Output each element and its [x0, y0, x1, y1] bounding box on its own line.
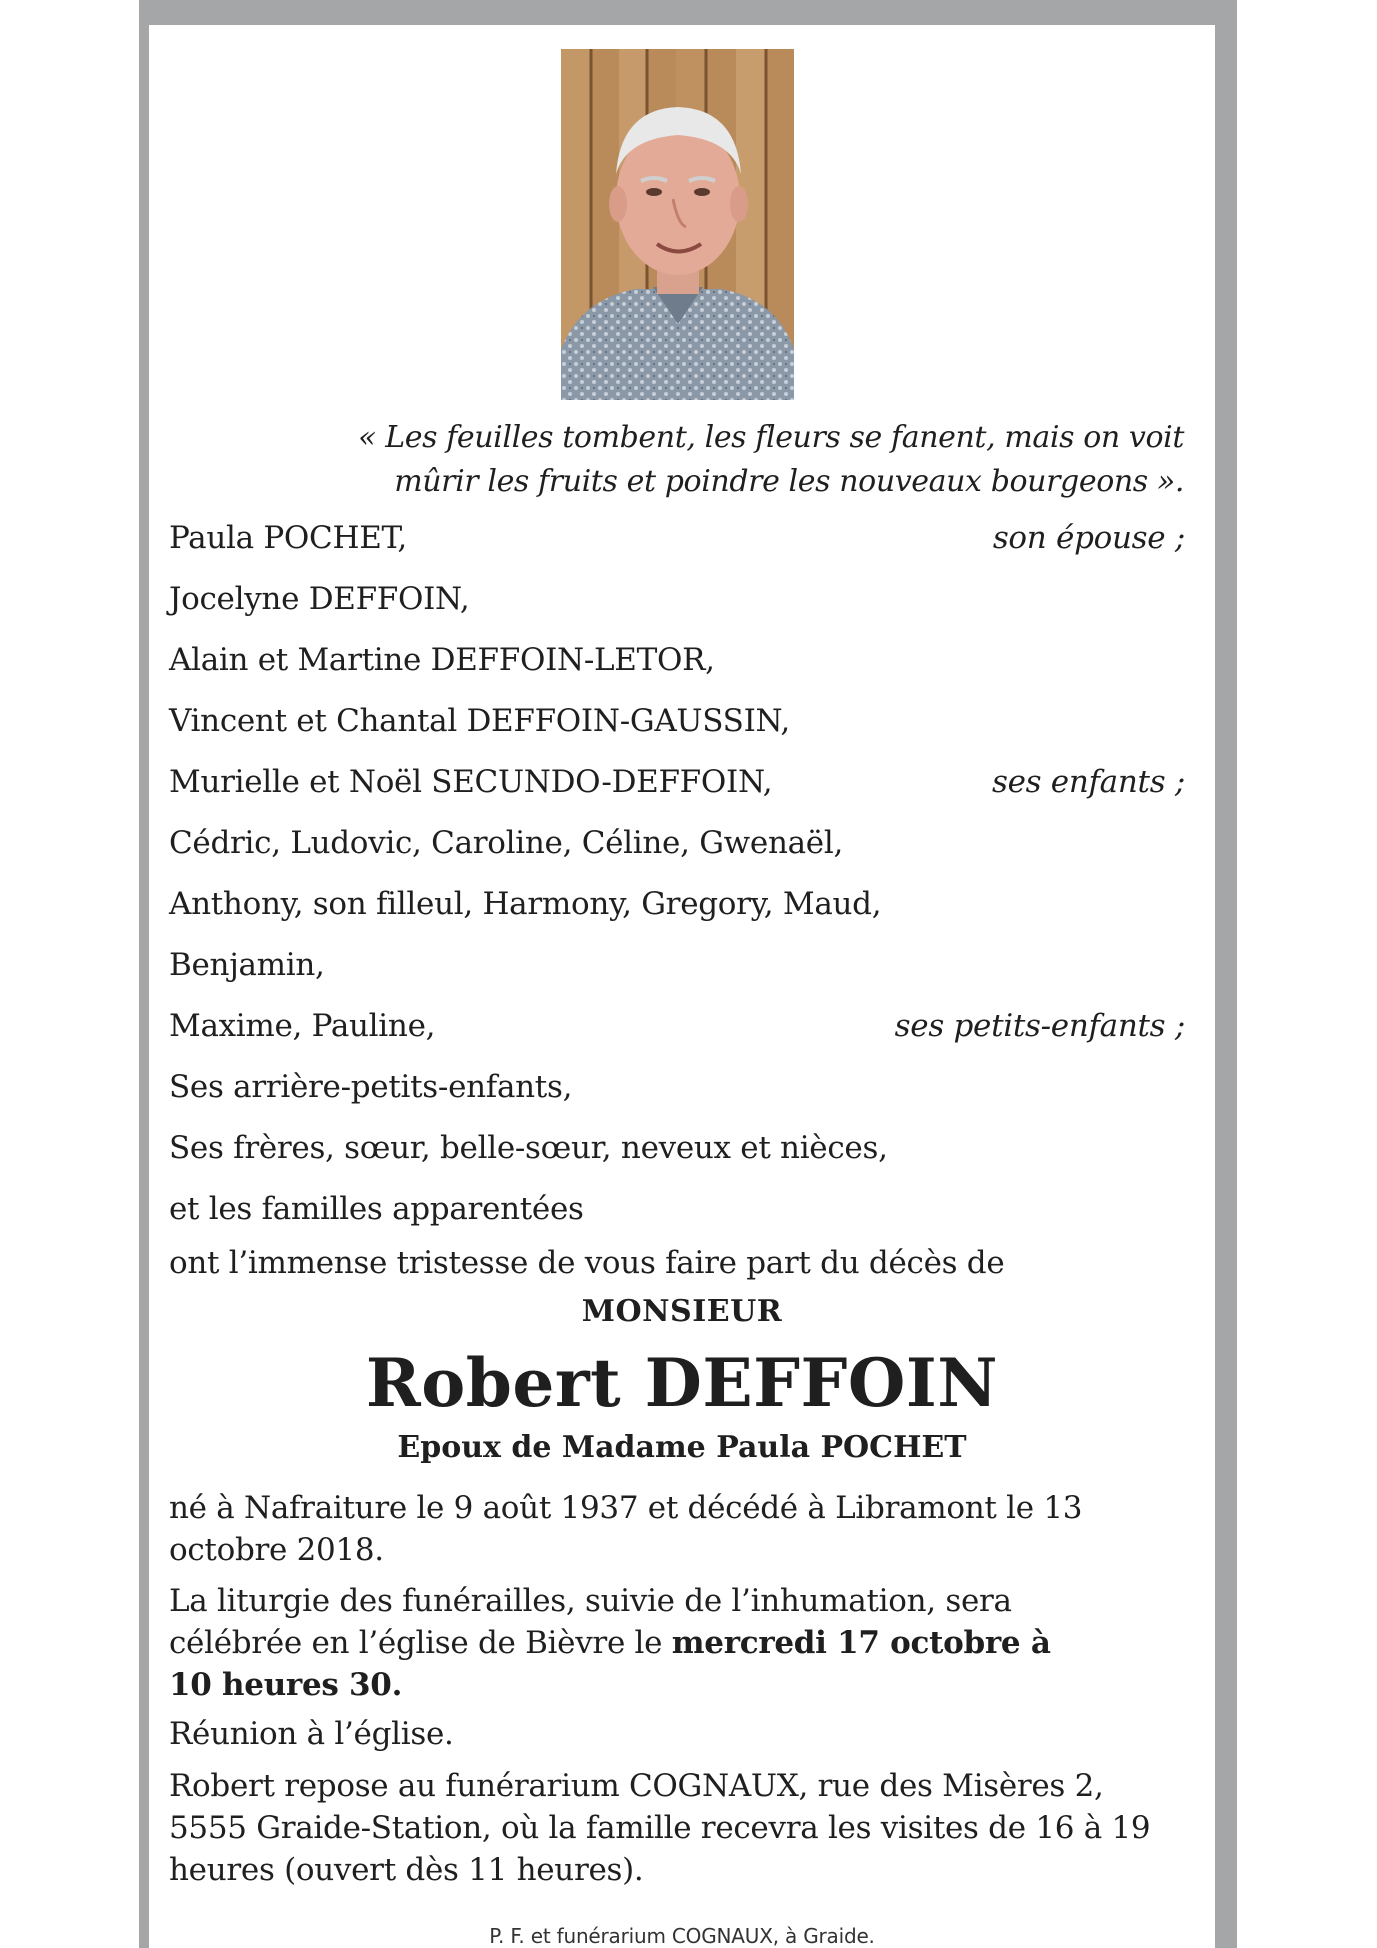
liturgy-text-plain: La liturgie des funérailles, suivie de l’inhumation, sera célébrée en l’église de Bièvre le	[169, 1583, 1012, 1661]
family-name: Murielle et Noël SECUNDO-DEFFOIN,	[169, 764, 773, 800]
family-row	[169, 821, 1185, 865]
deceased-name: Robert DEFFOIN	[365, 1344, 999, 1422]
quote-line-2: mûrir les fruits et poindre les nouveaux bourgeons ».	[394, 464, 1184, 499]
family-name: Jocelyne DEFFOIN,	[169, 581, 470, 617]
family-row	[169, 1065, 1185, 1109]
honorific: MONSIEUR	[581, 1294, 783, 1329]
family-row	[169, 638, 1185, 682]
family-row	[169, 1126, 1185, 1170]
family-name: et les familles apparentées	[169, 1191, 584, 1227]
meeting-text: Réunion à l’église.	[169, 1716, 454, 1752]
portrait-photo	[561, 49, 794, 400]
family-name: Benjamin,	[169, 947, 325, 983]
epigraph-quote	[260, 416, 1184, 504]
family-role: ses enfants ;	[991, 764, 1185, 800]
birth-death-text: né à Nafraiture le 9 août 1937 et décédé à Libramont le 13 octobre 2018.	[169, 1490, 1083, 1568]
spouse-line: Epoux de Madame Paula POCHET	[397, 1430, 967, 1465]
liturgy-date: mercredi 17 octobre à 10 heures 30.	[169, 1625, 1051, 1703]
family-row	[169, 1187, 1185, 1231]
family-row	[169, 1004, 1185, 1048]
family-role: ses petits-enfants ;	[894, 1008, 1185, 1044]
family-name: Maxime, Pauline,	[169, 1008, 436, 1044]
family-name: Anthony, son filleul, Harmony, Gregory, Maud,	[169, 886, 882, 922]
family-row	[169, 516, 1185, 560]
family-name: Alain et Martine DEFFOIN-LETOR,	[169, 642, 715, 678]
announcement-intro: ont l’immense tristesse de vous faire part du décès de	[169, 1245, 1005, 1281]
family-row	[169, 577, 1185, 621]
family-row	[169, 760, 1185, 804]
funeral-home-footer: P. F. et funérarium COGNAUX, à Graide.	[489, 1924, 875, 1948]
family-row	[169, 943, 1185, 987]
liturgy-text	[169, 1580, 1099, 1706]
quote-line-1: « Les feuilles tombent, les fleurs se fanent, mais on voit	[358, 420, 1184, 455]
family-row	[169, 699, 1185, 743]
family-row	[169, 882, 1185, 926]
family-name: Cédric, Ludovic, Caroline, Céline, Gwenaël,	[169, 825, 844, 861]
family-name: Ses frères, sœur, belle-sœur, neveux et nièces,	[169, 1130, 888, 1166]
family-name: Ses arrière-petits-enfants,	[169, 1069, 573, 1105]
family-name: Vincent et Chantal DEFFOIN-GAUSSIN,	[169, 703, 790, 739]
family-role: son épouse ;	[992, 520, 1185, 556]
family-name: Paula POCHET,	[169, 520, 407, 556]
rest-text: Robert repose au funérarium COGNAUX, rue des Misères 2, 5555 Graide-Station, où la famille recevra les visites de 16 à 19 heures (ouvert dès 11 heures).	[169, 1768, 1151, 1888]
